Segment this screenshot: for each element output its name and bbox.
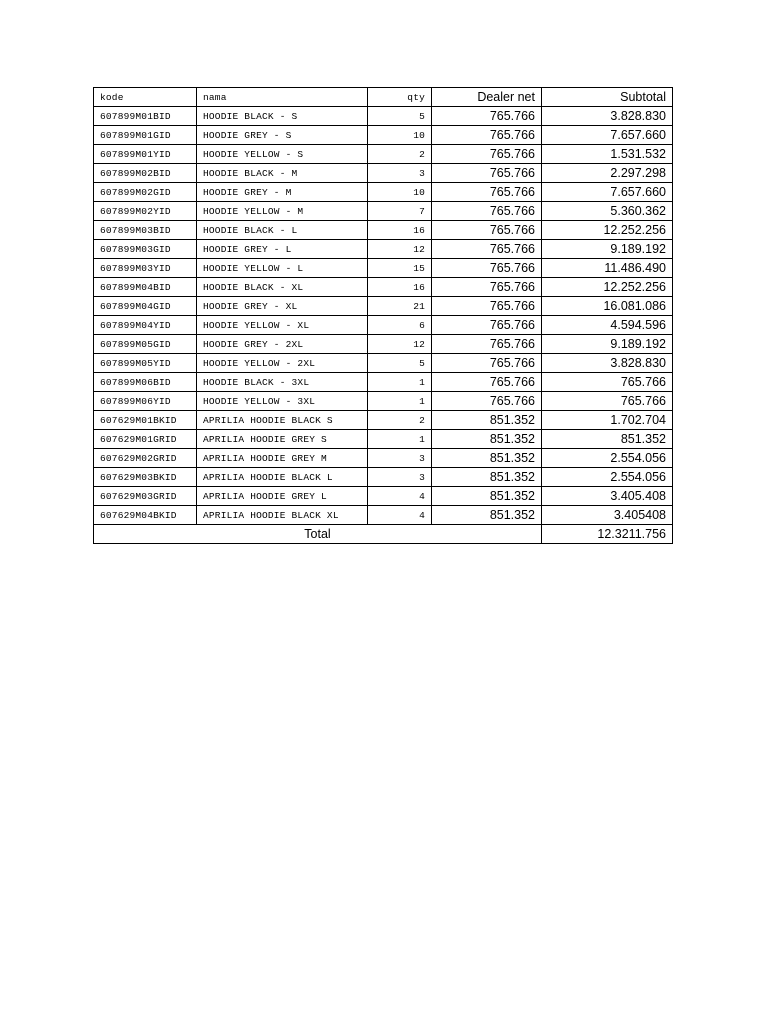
cell-qty: 10 [368,126,432,145]
cell-subtotal: 765.766 [542,373,673,392]
cell-nama: HOODIE BLACK - L [197,221,368,240]
cell-kode: 607899M06BID [94,373,197,392]
cell-dealer-net: 765.766 [432,392,542,411]
total-value: 12.3211.756 [542,525,673,544]
cell-qty: 4 [368,506,432,525]
cell-kode: 607629M03BKID [94,468,197,487]
cell-dealer-net: 765.766 [432,240,542,259]
cell-kode: 607629M03GRID [94,487,197,506]
cell-subtotal: 12.252.256 [542,278,673,297]
cell-dealer-net: 765.766 [432,107,542,126]
cell-nama: HOODIE BLACK - 3XL [197,373,368,392]
cell-nama: APRILIA HOODIE GREY S [197,430,368,449]
cell-kode: 607899M03BID [94,221,197,240]
cell-subtotal: 3.405408 [542,506,673,525]
cell-subtotal: 7.657.660 [542,126,673,145]
cell-nama: HOODIE GREY - M [197,183,368,202]
cell-dealer-net: 851.352 [432,506,542,525]
cell-nama: HOODIE BLACK - M [197,164,368,183]
table-row [94,449,673,468]
cell-nama: HOODIE YELLOW - 2XL [197,354,368,373]
cell-qty: 12 [368,240,432,259]
cell-qty: 6 [368,316,432,335]
cell-qty: 5 [368,107,432,126]
cell-qty: 3 [368,468,432,487]
table-row [94,411,673,430]
cell-qty: 2 [368,411,432,430]
cell-kode: 607899M02BID [94,164,197,183]
cell-subtotal: 1.531.532 [542,145,673,164]
cell-nama: HOODIE YELLOW - XL [197,316,368,335]
table-row [94,126,673,145]
cell-kode: 607899M04GID [94,297,197,316]
cell-dealer-net: 851.352 [432,449,542,468]
cell-qty: 16 [368,278,432,297]
cell-subtotal: 12.252.256 [542,221,673,240]
table-row [94,278,673,297]
cell-nama: APRILIA HOODIE GREY L [197,487,368,506]
table-row [94,145,673,164]
cell-subtotal: 851.352 [542,430,673,449]
cell-qty: 4 [368,487,432,506]
cell-kode: 607899M05YID [94,354,197,373]
header-kode: kode [94,88,197,107]
cell-qty: 2 [368,145,432,164]
cell-kode: 607899M01YID [94,145,197,164]
cell-subtotal: 2.297.298 [542,164,673,183]
cell-subtotal: 2.554.056 [542,449,673,468]
cell-kode: 607899M05GID [94,335,197,354]
cell-nama: HOODIE GREY - 2XL [197,335,368,354]
cell-nama: HOODIE YELLOW - M [197,202,368,221]
cell-qty: 21 [368,297,432,316]
cell-dealer-net: 851.352 [432,430,542,449]
cell-kode: 607899M03GID [94,240,197,259]
cell-subtotal: 4.594.596 [542,316,673,335]
cell-nama: APRILIA HOODIE BLACK XL [197,506,368,525]
cell-dealer-net: 851.352 [432,487,542,506]
cell-subtotal: 5.360.362 [542,202,673,221]
cell-nama: APRILIA HOODIE GREY M [197,449,368,468]
table-row [94,468,673,487]
cell-kode: 607629M01BKID [94,411,197,430]
header-nama: nama [197,88,368,107]
cell-subtotal: 3.828.830 [542,107,673,126]
table-row [94,354,673,373]
cell-subtotal: 3.405.408 [542,487,673,506]
cell-subtotal: 765.766 [542,392,673,411]
cell-kode: 607899M03YID [94,259,197,278]
cell-dealer-net: 765.766 [432,183,542,202]
cell-kode: 607629M04BKID [94,506,197,525]
cell-dealer-net: 765.766 [432,354,542,373]
table-row [94,107,673,126]
table-row [94,297,673,316]
cell-subtotal: 9.189.192 [542,335,673,354]
cell-dealer-net: 765.766 [432,221,542,240]
cell-dealer-net: 851.352 [432,468,542,487]
table-row [94,221,673,240]
cell-nama: HOODIE GREY - L [197,240,368,259]
table-row [94,240,673,259]
cell-dealer-net: 765.766 [432,202,542,221]
total-row [94,525,673,544]
cell-subtotal: 11.486.490 [542,259,673,278]
table-row [94,506,673,525]
header-subtotal: Subtotal [542,88,673,107]
cell-nama: HOODIE BLACK - S [197,107,368,126]
cell-subtotal: 3.828.830 [542,354,673,373]
cell-dealer-net: 765.766 [432,145,542,164]
cell-subtotal: 2.554.056 [542,468,673,487]
table-body [94,107,673,525]
cell-qty: 1 [368,373,432,392]
cell-qty: 3 [368,164,432,183]
cell-kode: 607899M01GID [94,126,197,145]
table-row [94,316,673,335]
cell-nama: APRILIA HOODIE BLACK S [197,411,368,430]
table-row [94,392,673,411]
cell-qty: 3 [368,449,432,468]
cell-nama: HOODIE BLACK - XL [197,278,368,297]
order-table [93,87,673,544]
cell-dealer-net: 765.766 [432,335,542,354]
header-row [94,88,673,107]
table-row [94,487,673,506]
cell-nama: HOODIE YELLOW - 3XL [197,392,368,411]
cell-qty: 16 [368,221,432,240]
cell-dealer-net: 765.766 [432,278,542,297]
cell-kode: 607899M01BID [94,107,197,126]
table-row [94,202,673,221]
table-row [94,259,673,278]
cell-nama: HOODIE YELLOW - S [197,145,368,164]
cell-nama: HOODIE YELLOW - L [197,259,368,278]
cell-dealer-net: 765.766 [432,316,542,335]
cell-subtotal: 16.081.086 [542,297,673,316]
cell-nama: HOODIE GREY - XL [197,297,368,316]
cell-nama: HOODIE GREY - S [197,126,368,145]
cell-dealer-net: 765.766 [432,297,542,316]
cell-dealer-net: 765.766 [432,259,542,278]
header-dealer-net: Dealer net [432,88,542,107]
table-row [94,183,673,202]
cell-qty: 12 [368,335,432,354]
cell-dealer-net: 765.766 [432,126,542,145]
cell-dealer-net: 765.766 [432,373,542,392]
cell-subtotal: 9.189.192 [542,240,673,259]
cell-subtotal: 7.657.660 [542,183,673,202]
cell-dealer-net: 765.766 [432,164,542,183]
cell-qty: 1 [368,430,432,449]
table-row [94,373,673,392]
cell-qty: 15 [368,259,432,278]
total-label: Total [94,525,542,544]
cell-subtotal: 1.702.704 [542,411,673,430]
cell-kode: 607629M02GRID [94,449,197,468]
cell-kode: 607899M02YID [94,202,197,221]
cell-kode: 607899M06YID [94,392,197,411]
cell-qty: 5 [368,354,432,373]
table-row [94,430,673,449]
cell-kode: 607899M04YID [94,316,197,335]
cell-kode: 607899M02GID [94,183,197,202]
spreadsheet-table-container [93,87,671,544]
cell-qty: 1 [368,392,432,411]
header-qty: qty [368,88,432,107]
cell-kode: 607629M01GRID [94,430,197,449]
table-row [94,164,673,183]
cell-dealer-net: 851.352 [432,411,542,430]
cell-nama: APRILIA HOODIE BLACK L [197,468,368,487]
cell-kode: 607899M04BID [94,278,197,297]
cell-qty: 7 [368,202,432,221]
cell-qty: 10 [368,183,432,202]
table-row [94,335,673,354]
